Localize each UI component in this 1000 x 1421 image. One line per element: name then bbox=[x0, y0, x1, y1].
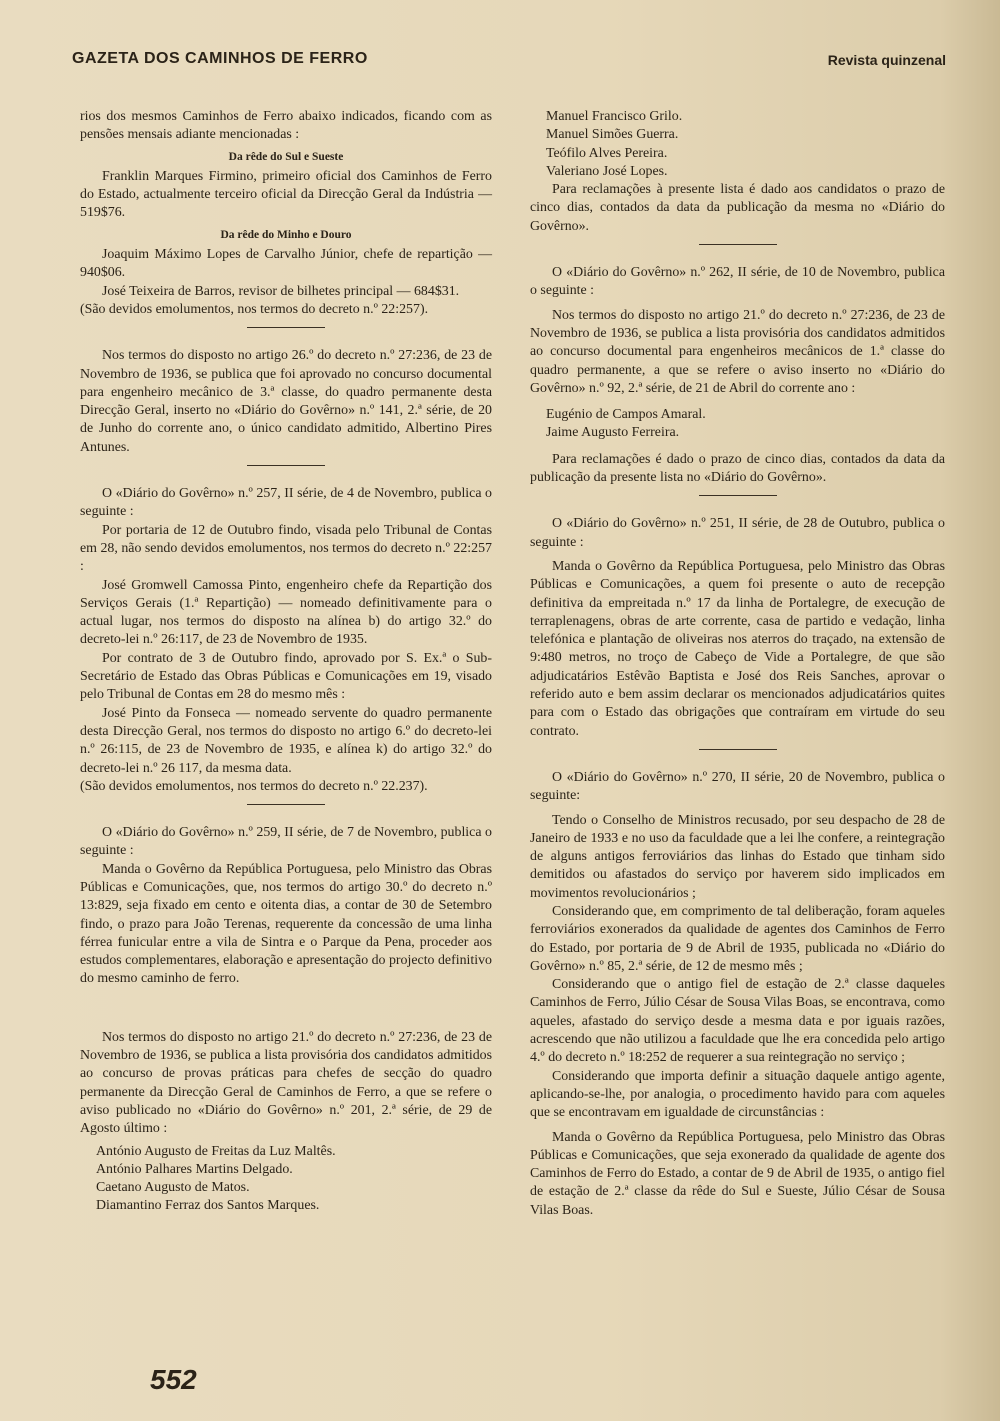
paragraph: rios dos mesmos Caminhos de Ferro abaixo indicados, ficando com as pensões mensais adiante mencionadas : bbox=[80, 109, 492, 143]
list-item: Jaime Augusto Ferreira. bbox=[546, 425, 680, 441]
list-item: Manuel Francisco Grilo. bbox=[546, 109, 683, 124]
page-header-title: GAZETA DOS CAMINHOS DE FERRO bbox=[72, 50, 368, 67]
paragraph: Para reclamações é dado o prazo de cinco dias, contados da data da publicação da presente lista no «Diário do Govêrno». bbox=[530, 451, 945, 486]
paragraph: José Pinto da Fonseca — nomeado servente do quadro permanente desta Direcção Geral, nos termos do disposto no artigo 6.º do decreto-lei n.º 26:115, de 23 de Novembro de 1935, e alínea k) do artigo 32.º do decreto-lei n.º 26 117, da mesma data. bbox=[80, 705, 492, 776]
paragraph: O «Diário do Govêrno» n.º 251, II série, de 28 de Outubro, publica o seguinte : bbox=[530, 516, 945, 550]
paragraph: O «Diário do Govêrno» n.º 259, II série, de 7 de Novembro, publica o seguinte : bbox=[80, 825, 492, 859]
paragraph: Nos termos do disposto no artigo 21.º do decreto n.º 27:236, de 23 de Novembro de 1936, se publica a lista provisória dos candidatos admitidos ao concurso de provas práticas para chefes de secção do quadro permanente da Direcção Geral de Caminhos de Ferro, a que se refere o aviso publicado no «Diário do Govêrno» n.º 201, 2.ª série, de 29 de Agosto último : bbox=[80, 1029, 492, 1137]
page-header-subtitle: Revista quinzenal bbox=[827, 52, 946, 68]
paragraph: Joaquim Máximo Lopes de Carvalho Júnior, chefe de repartição — 940$06. bbox=[80, 247, 492, 281]
paragraph: Por portaria de 12 de Outubro findo, visada pelo Tribunal de Contas em 28, não sendo devidos emolumentos, nos termos do decreto n.º 22:257 : bbox=[80, 522, 492, 575]
divider bbox=[699, 244, 777, 245]
divider bbox=[247, 804, 325, 805]
paragraph: José Gromwell Camossa Pinto, engenheiro chefe da Repartição dos Serviços Gerais (1.ª Repartição) — nomeado definitivamente para o actual lugar, nos termos do disposto na alínea b) do artigo 32.º do decreto-lei n.º 26:117, de 23 de Novembro de 1935. bbox=[80, 577, 492, 648]
paragraph: Por contrato de 3 de Outubro findo, aprovado por S. Ex.ª o Sub-Secretário de Estado das Obras Públicas e Comunicações em 19, visado pelo Tribunal de Contas em 28 do mesmo mês : bbox=[80, 650, 492, 703]
list-item: Manuel Simões Guerra. bbox=[546, 127, 679, 143]
paragraph: Considerando que, em comprimento de tal deliberação, foram aqueles ferroviários exonerados da qualidade de agentes dos Caminhos de Ferro do Estado, por portaria de 9 de Abril de 1935, publicada no «Diário do Govêrno» n.º 85, 2.ª série, de 12 de mesmo mês ; bbox=[530, 903, 945, 974]
paragraph: Manda o Govêrno da República Portuguesa, pelo Ministro das Obras Públicas e Comunicações, que seja exonerado da qualidade de agente dos Caminhos de Ferro do Estado, a contar de 9 de Abril de 1935, o antigo fiel de estação de 2.ª classe da rêde do Sul e Sueste, Júlio César de Sousa Vilas Boas. bbox=[530, 1129, 945, 1218]
list-item: Teófilo Alves Pereira. bbox=[546, 145, 668, 161]
paragraph: Nos termos do disposto no artigo 21.º do decreto n.º 27:236, de 23 de Novembro de 1936, se publica a lista provisória dos candidatos admitidos ao concurso documental para engenheiros mecânicos de 1.ª classe do quadro permanente, a que se refere o aviso inserto no «Diário do Govêrno» n.º 92, 2.ª série, de 21 de Abril do corrente ano : bbox=[530, 307, 945, 396]
paragraph: Considerando que importa definir a situação daquele antigo agente, aplicando-se-lhe, por analogia, o procedimento havido para com aqueles que se encontravam em igualdade de circunstâncias : bbox=[530, 1068, 945, 1121]
paragraph: Para reclamações à presente lista é dado aos candidatos o prazo de cinco dias, contados da data da publicação da mesma no «Diário do Govêrno». bbox=[530, 182, 945, 234]
right-column bbox=[530, 108, 945, 1220]
section-heading: Da rêde do Sul e Sueste bbox=[228, 150, 344, 163]
list-item: António Augusto de Freitas da Luz Maltês. bbox=[96, 1143, 336, 1159]
divider bbox=[699, 495, 777, 496]
divider bbox=[247, 327, 325, 328]
paragraph: Tendo o Conselho de Ministros recusado, por seu despacho de 28 de Janeiro de 1933 e no uso da faculdade que a lei lhe confere, a reintegração de alguns antigos ferroviários das linhas do Estado que tinham sido demitidos ou afastados do serviço por haverem sido implicados em movimentos revolucionários ; bbox=[530, 812, 945, 901]
list-item: Diamantino Ferraz dos Santos Marques. bbox=[96, 1198, 320, 1214]
paragraph: O «Diário do Govêrno» n.º 270, II série, 20 de Novembro, publica o seguinte: bbox=[530, 769, 945, 804]
paragraph: Nos termos do disposto no artigo 26.º do decreto n.º 27:236, de 23 de Novembro de 1936, se publica que foi aprovado no concurso documental para engenheiro mecânico de 3.ª classe, do quadro permanente desta Direcção Geral, inserto no «Diário do Govêrno» n.º 141, 2.ª série, de 20 de Junho do corrente ano, o único candidato admitido, Albertino Pires Antunes. bbox=[80, 348, 492, 455]
paragraph: Manda o Govêrno da República Portuguesa, pelo Ministro das Obras Públicas e Comunicações, que, nos termos do artigo 30.º do decreto n.º 13:829, seja fixado em cento e oitenta dias, a contar de 30 de Setembro findo, o prazo para João Terenas, requerente da concessão de uma linha férrea funicular entre a vila de Sintra e o Parque da Pena, proceder aos estudos complementares, elaboração e apresentação do projecto definitivo do mesmo caminho de ferro. bbox=[80, 861, 492, 987]
list-item: António Palhares Martins Delgado. bbox=[96, 1161, 293, 1177]
list-item: Eugénio de Campos Amaral. bbox=[546, 407, 706, 423]
paragraph: Considerando que o antigo fiel de estação de 2.ª classe daqueles Caminhos de Ferro, Júlio César de Sousa Vilas Boas, se encontrava, como aqueles, afastado do serviço desde a mesma data e por iguais razões, acrescendo que não utilizou a faculdade que lhe era concedida pelo artigo 4.º do decreto n.º 18:252 de requerer a sua reintegração no serviço ; bbox=[530, 977, 945, 1066]
paragraph: (São devidos emolumentos, nos termos do decreto n.º 22:257). bbox=[80, 301, 429, 317]
divider bbox=[699, 749, 777, 750]
divider bbox=[247, 465, 325, 466]
paragraph: Manda o Govêrno da República Portuguesa, pelo Ministro das Obras Públicas e Comunicações, a quem foi presente o auto de recepção definitiva da empreitada n.º 17 da linha de Portalegre, de execução de terraplenagens, obras de arte corrente, casa de partido e vedação, linha telefónica e plantação de oliveiras nos aterros do traçado, na extensão de 9:480 metros, no troço de Cabeço de Vide a Portalegre, de que são adjudicatários Estêvão Baptista e José dos Reis Sanches, aprovar o referido auto e bem assim declarar os mencionados adjudicatários quites para com o Estado das obrigações que contraíram em virtude do seu contrato. bbox=[530, 558, 945, 739]
paragraph: Franklin Marques Firmino, primeiro oficial dos Caminhos de Ferro do Estado, actualmente terceiro oficial da Direcção Geral da Indústria — 519$76. bbox=[80, 168, 492, 221]
paragraph: O «Diário do Govêrno» n.º 262, II série, de 10 de Novembro, publica o seguinte : bbox=[530, 265, 945, 299]
left-column bbox=[80, 108, 492, 1216]
paragraph: O «Diário do Govêrno» n.º 257, II série, de 4 de Novembro, publica o seguinte : bbox=[80, 486, 492, 520]
paragraph: José Teixeira de Barros, revisor de bilhetes principal — 684$31. bbox=[102, 283, 460, 299]
page-number: 552 bbox=[150, 1364, 197, 1395]
list-item: Valeriano José Lopes. bbox=[546, 163, 668, 179]
section-heading: Da rêde do Minho e Douro bbox=[220, 228, 352, 241]
list-item: Caetano Augusto de Matos. bbox=[96, 1180, 250, 1196]
divider bbox=[247, 1009, 325, 1010]
paragraph: (São devidos emolumentos, nos termos do decreto n.º 22.237). bbox=[80, 778, 428, 794]
